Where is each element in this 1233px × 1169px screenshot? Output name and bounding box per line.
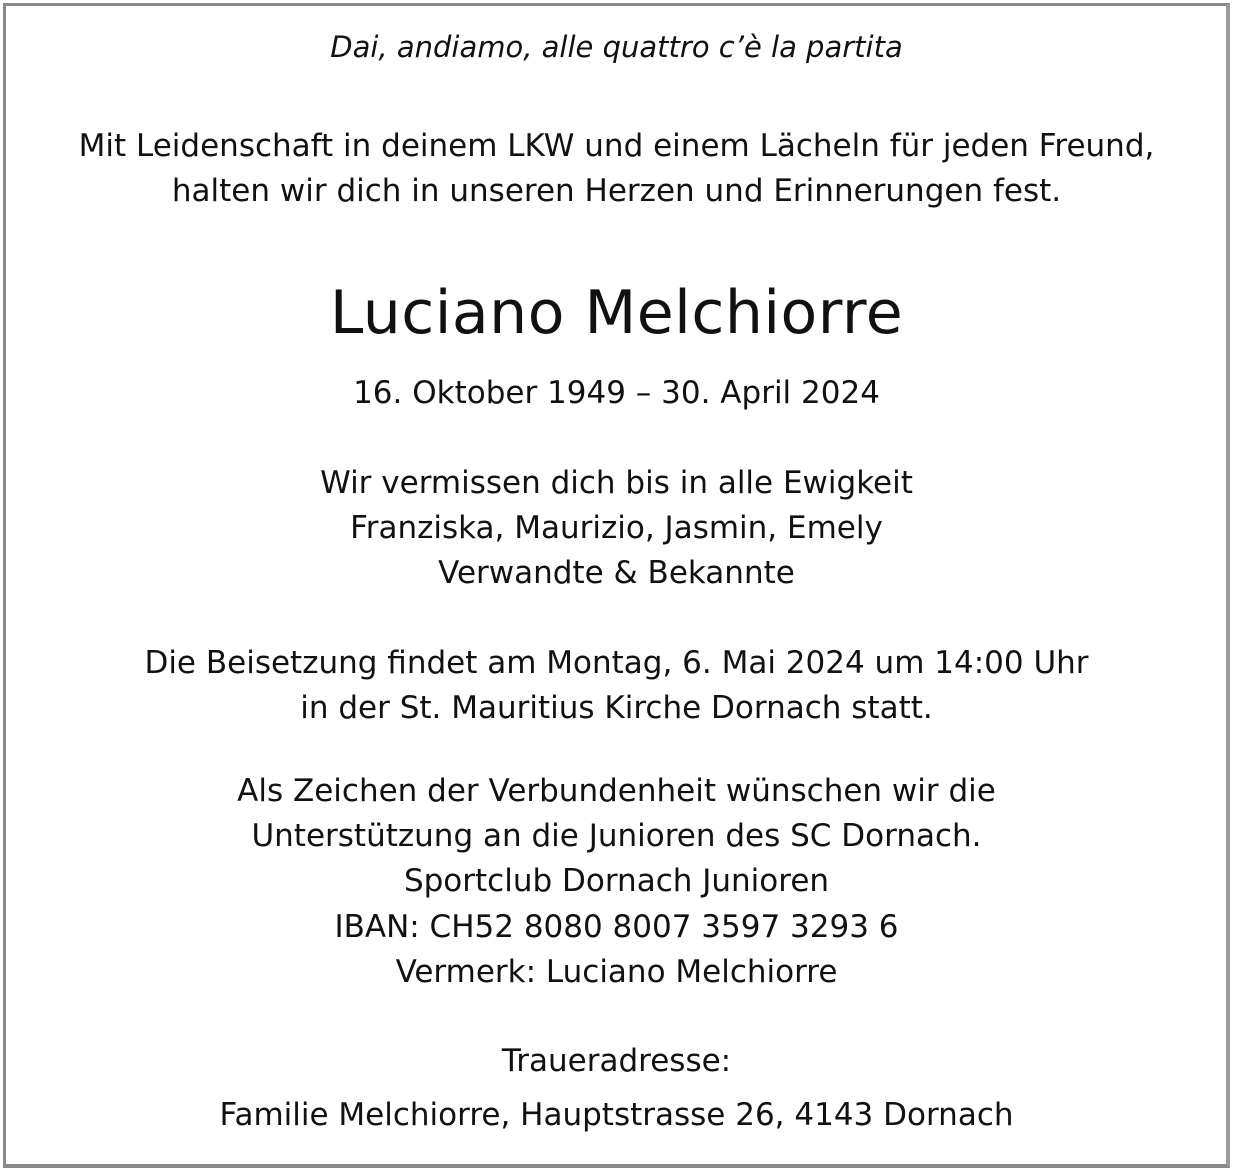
life-dates: 16. Oktober 1949 – 30. April 2024: [353, 375, 880, 411]
mourning-address: Familie Melchiorre, Hauptstrasse 26, 4143 Dornach: [219, 1097, 1014, 1133]
donation-recipient: Sportclub Dornach Junioren: [403, 863, 830, 899]
funeral-line-2: in der St. Mauritius Kirche Dornach statt.: [300, 690, 933, 726]
donation-reference: Vermerk: Luciano Melchiorre: [395, 954, 838, 990]
deceased-name: Luciano Melchiorre: [329, 278, 904, 348]
donation-iban: IBAN: CH52 8080 8007 3597 3293 6: [334, 909, 899, 945]
donation-line-1: Als Zeichen der Verbundenheit wünschen wir die: [237, 773, 996, 809]
intro-line-2: halten wir dich in unseren Herzen und Erinnerungen fest.: [171, 173, 1062, 209]
mourners-line-3: Verwandte & Bekannte: [438, 555, 795, 591]
funeral-line-1: Die Beisetzung findet am Montag, 6. Mai 2024 um 14:00 Uhr: [144, 645, 1089, 681]
donation-line-2: Unterstützung an die Junioren des SC Dornach.: [251, 818, 982, 854]
mourners-line-1: Wir vermissen dich bis in alle Ewigkeit: [320, 465, 913, 501]
motto: Dai, andiamo, alle quattro c’è la partita: [330, 30, 903, 64]
intro-line-1: Mit Leidenschaft in deinem LKW und einem Lächeln für jeden Freund,: [78, 128, 1155, 164]
mourning-address-label: Traueradresse:: [501, 1043, 732, 1079]
mourners-line-2: Franziska, Maurizio, Jasmin, Emely: [350, 510, 883, 546]
